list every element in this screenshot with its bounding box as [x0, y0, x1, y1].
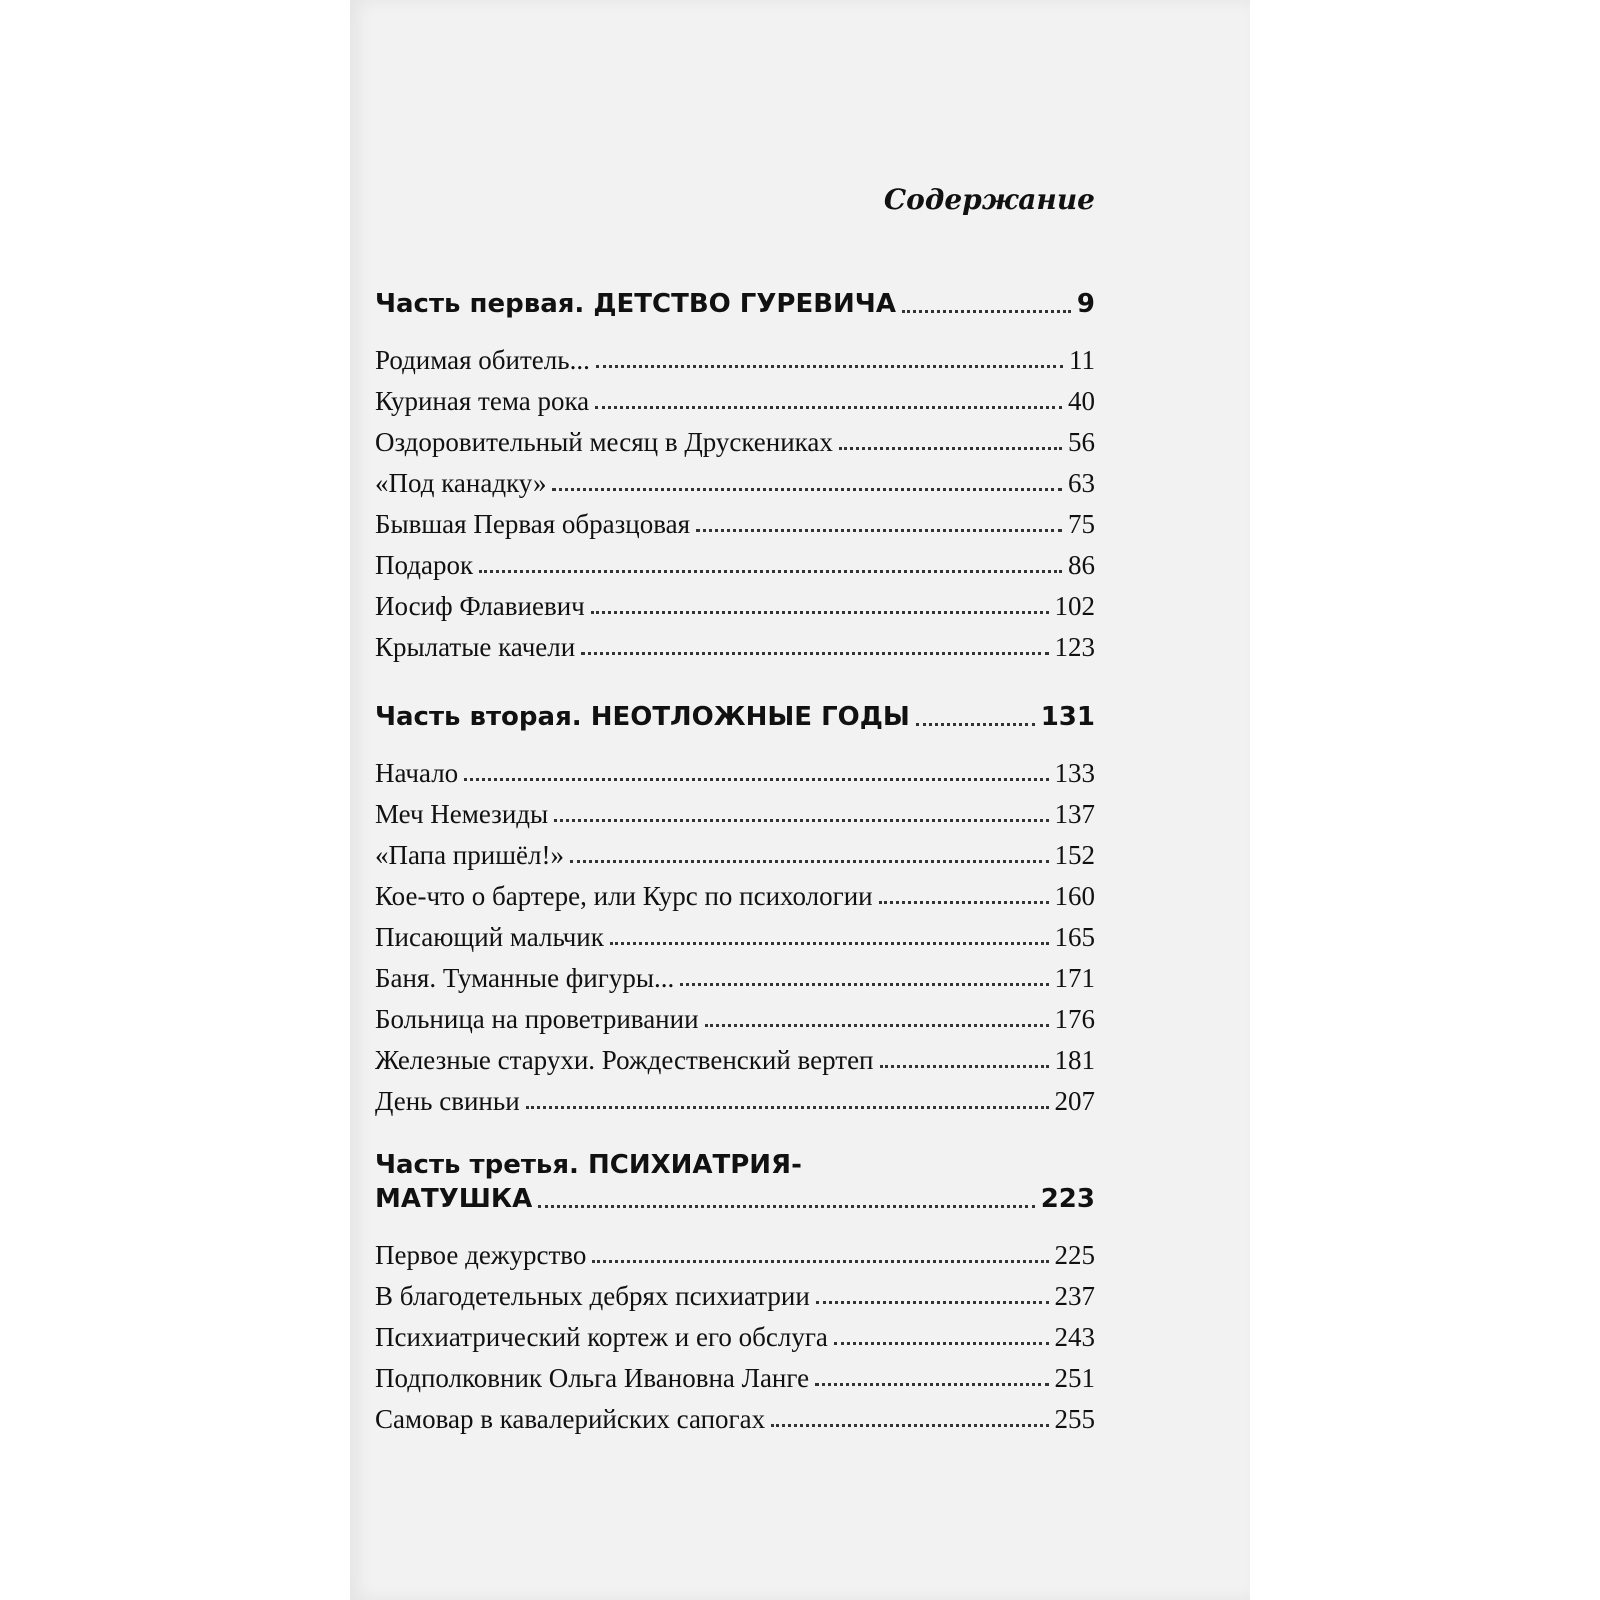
entry-label: Писающий мальчик — [375, 922, 604, 952]
toc-title: Содержание — [883, 183, 1095, 216]
entry-label: Больница на проветривании — [375, 1004, 699, 1034]
entry-page-number: 123 — [1054, 632, 1095, 662]
toc-entry — [375, 1076, 1095, 1117]
toc-entry — [375, 994, 1095, 1035]
toc-entry — [375, 748, 1095, 789]
entry-page-number: 133 — [1054, 758, 1095, 788]
entry-label: Иосиф Флавиевич — [375, 591, 585, 621]
entry-list — [375, 1230, 1095, 1435]
dot-leader — [592, 1260, 1048, 1263]
toc-entry — [375, 1353, 1095, 1394]
entry-label: Подполковник Ольга Ивановна Ланге — [375, 1363, 810, 1393]
entry-label: Кое-что о бартере, или Курс по психологии — [375, 881, 873, 911]
toc-entry — [375, 581, 1095, 622]
part-page-number: 131 — [1040, 702, 1095, 732]
dot-leader — [680, 983, 1048, 986]
entry-page-number: 225 — [1054, 1240, 1095, 1270]
toc-entry — [375, 1271, 1095, 1312]
dot-leader — [839, 447, 1062, 450]
entry-label: Начало — [375, 758, 459, 788]
dot-leader — [591, 611, 1049, 614]
part-heading-label-line2: МАТУШКА — [375, 1184, 533, 1214]
entry-label: Железные старухи. Рождественский вертеп — [375, 1045, 874, 1075]
dot-leader — [538, 1205, 1034, 1208]
entry-list — [375, 335, 1095, 663]
toc-entry — [375, 376, 1095, 417]
part-3 — [375, 1148, 1095, 1435]
entry-label: Крылатые качели — [375, 632, 576, 662]
dot-leader — [479, 570, 1062, 573]
entry-page-number: 102 — [1054, 591, 1095, 621]
toc-entry — [375, 1394, 1095, 1435]
entry-label: Подарок — [375, 550, 474, 580]
part-2 — [375, 698, 1095, 1117]
part-page-number: 9 — [1076, 289, 1095, 319]
toc-entry — [375, 1230, 1095, 1271]
entry-page-number: 40 — [1068, 386, 1095, 416]
entry-page-number: 152 — [1054, 840, 1095, 870]
toc-entry — [375, 912, 1095, 953]
dot-leader — [880, 1065, 1049, 1068]
toc-entry — [375, 458, 1095, 499]
dot-leader — [705, 1024, 1049, 1027]
entry-page-number: 237 — [1054, 1281, 1095, 1311]
part-1 — [375, 285, 1095, 663]
entry-page-number: 63 — [1068, 468, 1095, 498]
dot-leader — [596, 365, 1063, 368]
entry-label: «Папа пришёл!» — [375, 840, 564, 870]
dot-leader — [526, 1106, 1049, 1109]
dot-leader — [771, 1424, 1048, 1427]
part-heading-label-line1: Часть третья. ПСИХИАТРИЯ- — [375, 1150, 802, 1180]
entry-page-number: 255 — [1054, 1404, 1095, 1434]
entry-list — [375, 748, 1095, 1117]
dot-leader — [552, 488, 1062, 491]
dot-leader — [581, 652, 1048, 655]
dot-leader — [879, 901, 1049, 904]
entry-label: В благодетельных дебрях психиатрии — [375, 1281, 810, 1311]
toc-entry — [375, 540, 1095, 581]
entry-page-number: 243 — [1054, 1322, 1095, 1352]
entry-page-number: 86 — [1068, 550, 1095, 580]
toc-entry — [375, 871, 1095, 912]
table-of-contents — [375, 0, 1095, 1600]
toc-entry — [375, 417, 1095, 458]
toc-entry — [375, 1035, 1095, 1076]
entry-label: Баня. Туманные фигуры... — [375, 963, 675, 993]
entry-label: Первое дежурство — [375, 1240, 587, 1270]
dot-leader — [916, 723, 1035, 726]
entry-page-number: 171 — [1054, 963, 1095, 993]
entry-page-number: 137 — [1054, 799, 1095, 829]
entry-page-number: 160 — [1054, 881, 1095, 911]
part-page-number: 223 — [1040, 1184, 1095, 1214]
dot-leader — [464, 778, 1048, 781]
dot-leader — [816, 1301, 1049, 1304]
dot-leader — [610, 942, 1049, 945]
part-heading-label: Часть первая. ДЕТСТВО ГУРЕВИЧА — [375, 289, 896, 319]
entry-label: День свиньи — [375, 1086, 520, 1116]
entry-page-number: 251 — [1054, 1363, 1095, 1393]
entry-page-number: 11 — [1069, 345, 1095, 375]
entry-label: Самовар в кавалерийских сапогах — [375, 1404, 766, 1434]
entry-page-number: 75 — [1068, 509, 1095, 539]
dot-leader — [554, 819, 1048, 822]
toc-entry — [375, 953, 1095, 994]
toc-entry — [375, 335, 1095, 376]
dot-leader — [902, 310, 1071, 313]
entry-label: Бывшая Первая образцовая — [375, 509, 690, 539]
toc-entry — [375, 1312, 1095, 1353]
part-heading — [375, 1148, 1095, 1216]
entry-label: Психиатрический кортеж и его обслуга — [375, 1322, 828, 1352]
dot-leader — [815, 1383, 1048, 1386]
entry-label: Оздоровительный месяц в Друскениках — [375, 427, 833, 457]
dot-leader — [834, 1342, 1049, 1345]
dot-leader — [570, 860, 1049, 863]
toc-entry — [375, 622, 1095, 663]
entry-page-number: 165 — [1054, 922, 1095, 952]
part-heading-label: Часть вторая. НЕОТЛОЖНЫЕ ГОДЫ — [375, 702, 910, 732]
part-heading — [375, 698, 1095, 734]
entry-page-number: 207 — [1054, 1086, 1095, 1116]
entry-label: Меч Немезиды — [375, 799, 549, 829]
toc-entry — [375, 789, 1095, 830]
dot-leader — [696, 529, 1062, 532]
entry-page-number: 181 — [1054, 1045, 1095, 1075]
toc-entry — [375, 499, 1095, 540]
toc-entry — [375, 830, 1095, 871]
entry-page-number: 176 — [1054, 1004, 1095, 1034]
entry-label: Родимая обитель... — [375, 345, 590, 375]
entry-page-number: 56 — [1068, 427, 1095, 457]
part-heading — [375, 285, 1095, 321]
entry-label: «Под канадку» — [375, 468, 547, 498]
entry-label: Куриная тема рока — [375, 386, 590, 416]
dot-leader — [595, 406, 1062, 409]
